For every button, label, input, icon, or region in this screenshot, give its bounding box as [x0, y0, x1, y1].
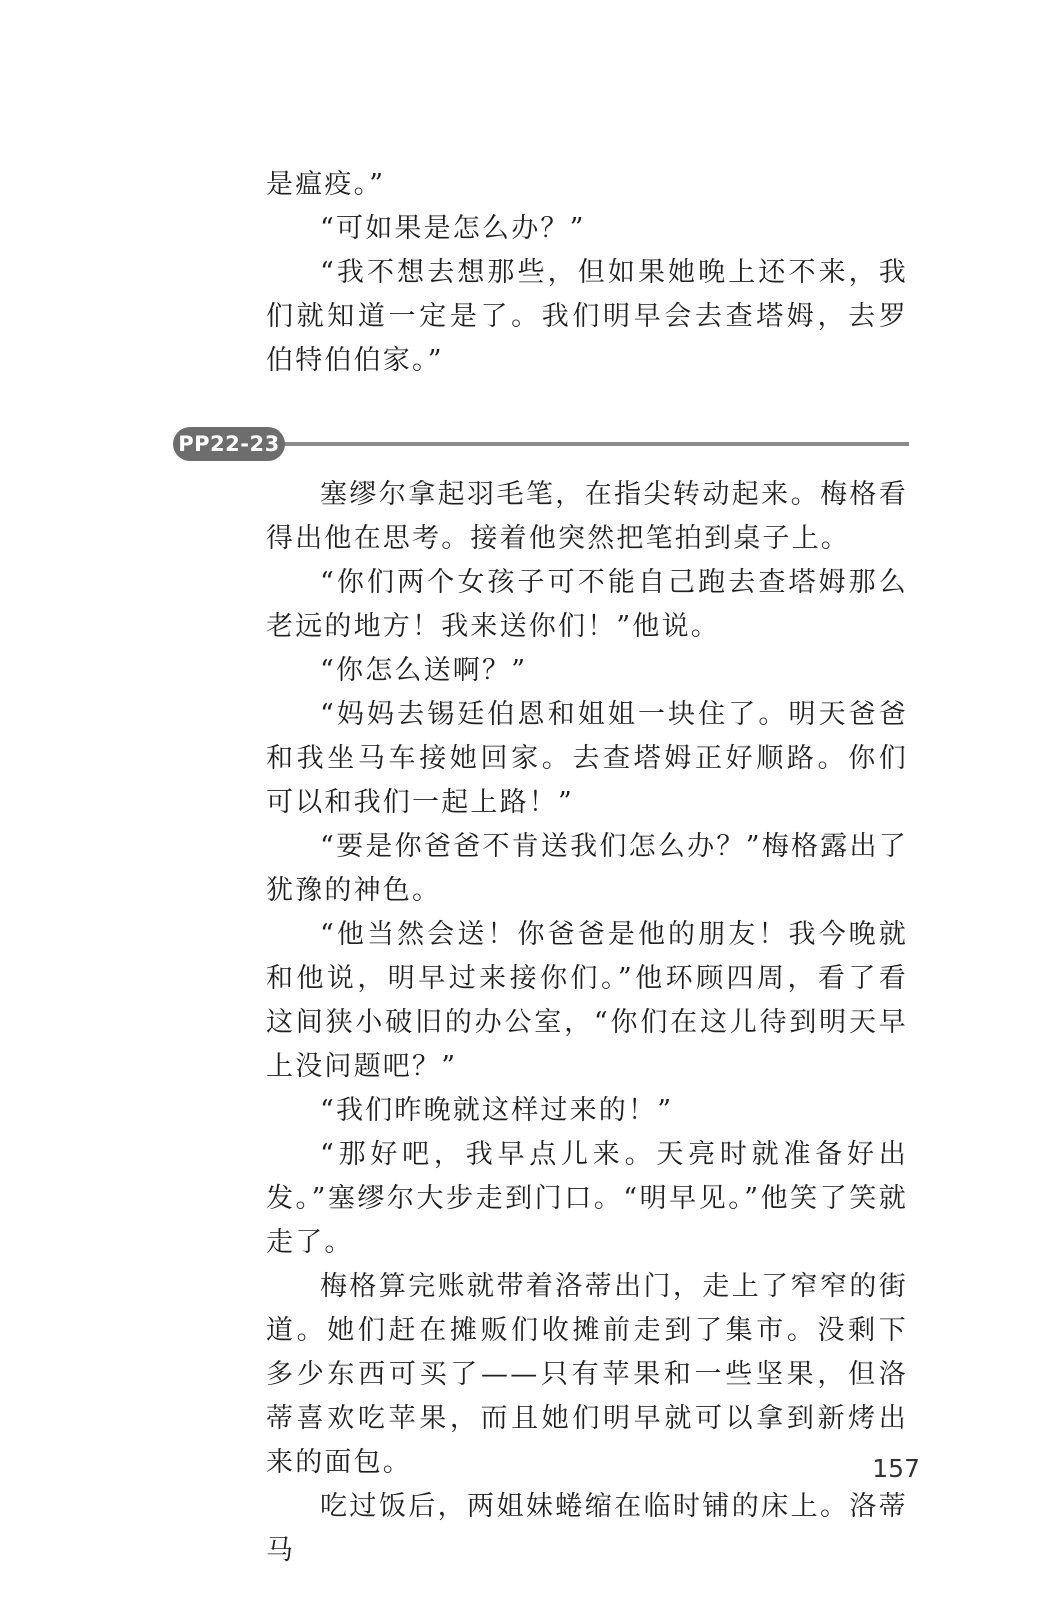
section-divider-line	[281, 442, 909, 446]
paragraph: “他当然会送！你爸爸是他的朋友！我今晚就和他说，明早过来接你们。”他环顾四周，看了看这间狭小破旧的办公室，“你们在这儿待到明天早上没问题吧？”	[266, 919, 908, 1082]
paragraph: 吃过饭后，两姐妹蜷缩在临时铺的床上。洛蒂马	[266, 1491, 908, 1566]
paragraph: “我们昨晚就这样过来的！”	[320, 1095, 674, 1126]
main-text-block	[266, 473, 908, 1573]
paragraph: “要是你爸爸不肯送我们怎么办？”梅格露出了犹豫的神色。	[266, 831, 908, 906]
paragraph: “我不想去想那些，但如果她晚上还不来，我们就知道一定是了。我们明早会去查塔姆，去罗伯特伯伯家。”	[266, 257, 908, 376]
section-badge: PP22-23	[173, 427, 285, 461]
top-text-block	[266, 163, 908, 383]
section-marker	[173, 427, 909, 461]
paragraph: 是瘟疫。”	[266, 169, 386, 200]
page-number: 157	[872, 1454, 920, 1483]
paragraph: “你怎么送啊？”	[320, 655, 528, 686]
paragraph: “可如果是怎么办？”	[320, 213, 586, 244]
paragraph: “妈妈去锡廷伯恩和姐姐一块住了。明天爸爸和我坐马车接她回家。去查塔姆正好顺路。你们可以和我们一起上路！”	[266, 699, 908, 818]
paragraph: “你们两个女孩子可不能自己跑去查塔姆那么老远的地方！我来送你们！”他说。	[266, 567, 908, 642]
paragraph: “那好吧，我早点儿来。天亮时就准备好出发。”塞缪尔大步走到门口。“明早见。”他笑了笑就走了。	[266, 1139, 908, 1258]
paragraph: 塞缪尔拿起羽毛笔，在指尖转动起来。梅格看得出他在思考。接着他突然把笔拍到桌子上。	[266, 479, 908, 554]
paragraph: 梅格算完账就带着洛蒂出门，走上了窄窄的街道。她们赶在摊贩们收摊前走到了集市。没剩下多少东西可买了——只有苹果和一些坚果，但洛蒂喜欢吃苹果，而且她们明早就可以拿到新烤出来的面包。	[266, 1271, 908, 1478]
